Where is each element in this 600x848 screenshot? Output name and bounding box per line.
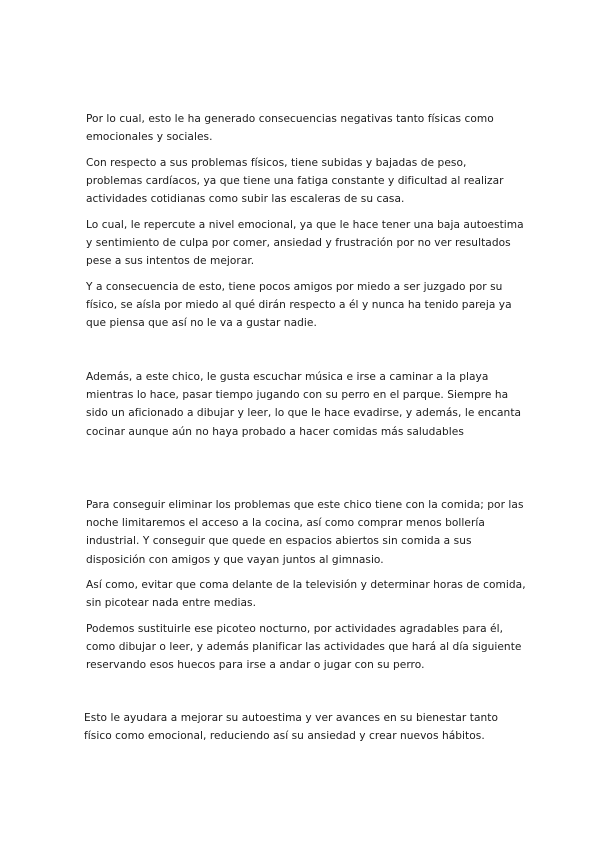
paragraph-consequences: Por lo cual, esto le ha generado consecuencias negativas tanto físicas como emocionales y sociales. [86, 113, 494, 144]
paragraph-social-impact: Y a consecuencia de esto, tiene pocos amigos por miedo a ser juzgado por su físico, se aísla por miedo al qué dirán respecto a él y nunca ha tenido pareja ya que piensa que así no le va a gustar nadie. [86, 281, 512, 330]
paragraph-intervention-plan: Para conseguir eliminar los problemas que este chico tiene con la comida; por las noche limitaremos el acceso a la cocina, así como comprar menos bollería industrial. Y conseguir que quede en espacios abiertos sin comida a sus disposición con amigos y que vayan juntos al gimnasio. [86, 499, 524, 566]
paragraph-conclusion: Esto le ayudara a mejorar su autoestima y ver avances en su bienestar tanto físico como emocional, reduciendo así su ansiedad y crear nuevos hábitos. [84, 712, 498, 743]
paragraph-substitute-activities: Podemos sustituirle ese picoteo nocturno, por actividades agradables para él, como dibujar o leer, y además planificar las actividades que hará al día siguiente reservando esos huecos para irse a andar o jugar con su perro. [86, 623, 522, 672]
paragraph-hobbies: Además, a este chico, le gusta escuchar música e irse a caminar a la playa mientras lo hace, pasar tiempo jugando con su perro en el parque. Siempre ha sido un aficionado a dibujar y leer, lo que le hace evadirse, y además, le encanta cocinar aunque aún no haya probado a hacer comidas más saludables [86, 371, 522, 438]
paragraph-emotional-impact: Lo cual, le repercute a nivel emocional, ya que le hace tener una baja autoestima y sentimiento de culpa por comer, ansiedad y frustración por no ver resultados pese a sus intentos de mejorar. [86, 219, 524, 268]
paragraph-meal-rules: Así como, evitar que coma delante de la televisión y determinar horas de comida, sin picotear nada entre medias. [86, 579, 526, 610]
paragraph-physical-problems: Con respecto a sus problemas físicos, tiene subidas y bajadas de peso, problemas cardíacos, ya que tiene una fatiga constante y dificultad al realizar actividades cotidianas como subir las escaleras de su casa. [86, 157, 504, 206]
